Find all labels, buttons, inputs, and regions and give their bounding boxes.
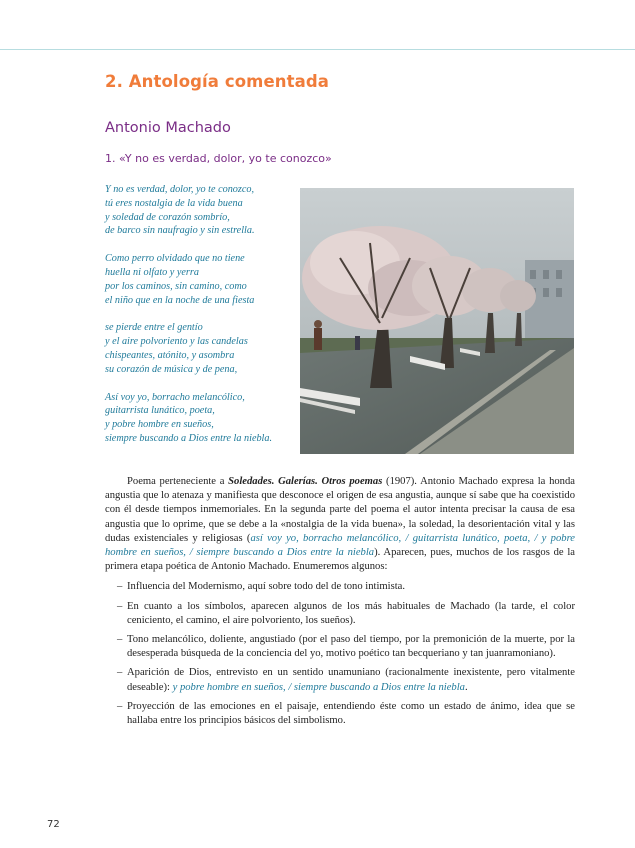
- verse-quote: y pobre hombre en sueños, / siempre buscando a Dios entre la niebla: [172, 681, 465, 693]
- poem-verse: y pobre hombre en sueños,: [105, 419, 214, 431]
- intro-text: (1907). Antonio Machado expresa la honda angustia que lo atenaza y manifiesta que desconoce el origen de esa angustia, aunque sí sabe que ha coexistido con él desde tiempos inmemoriales. En la segunda parte del poema el autor intenta precisar la causa de esa angustia que lo oprime, que se debe a la «nostalgia de la vida buena», la soledad, la desorientación vital y las dudas existenciales y religiosas (: [105, 476, 575, 544]
- poem-stanza: [105, 391, 295, 446]
- list-dash: –: [117, 700, 123, 712]
- list-item: [117, 580, 575, 594]
- poem-verse: Así voy yo, borracho melancólico,: [105, 391, 245, 403]
- page-number: 72: [47, 819, 60, 830]
- commentary-text: [105, 475, 575, 733]
- section-title: 2. Antología comentada: [105, 72, 329, 91]
- poem-verse: por los caminos, sin camino, como: [105, 280, 247, 292]
- list-item-text: Influencia del Modernismo, aquí sobre todo del de tono intimista.: [127, 581, 406, 593]
- poem-text: [105, 183, 295, 460]
- poem-verse: y soledad de corazón sombrío,: [105, 211, 230, 223]
- poem-title: 1. «Y no es verdad, dolor, yo te conozco»: [105, 152, 332, 165]
- poem-verse: y el aire polvoriento y las candelas: [105, 336, 248, 348]
- intro-text: ). Aparecen, pues, muchos de los rasgos de la primera etapa poética de Antonio Machado. Enumeremos algunos:: [105, 547, 576, 573]
- list-item-text: En cuanto a los símbolos, aparecen algunos de los más habituales de Machado (la tarde, el color ceniciento, el camino, el aire polvoriento, los sueños).: [127, 600, 575, 626]
- list-item: [117, 666, 575, 694]
- list-item: [117, 700, 575, 728]
- poem-verse: Como perro olvidado que no tiene: [105, 253, 245, 265]
- park-photo: [300, 188, 574, 454]
- list-dash: –: [117, 600, 123, 612]
- list-dash: –: [117, 667, 123, 679]
- poem-verse: Y no es verdad, dolor, yo te conozco,: [105, 184, 255, 195]
- poem-stanza: [105, 252, 295, 307]
- list-item-text: Tono melancólico, doliente, angustiado (por el paso del tiempo, por la premonición de la muerte, por la desesperada búsqueda de la conciencia del yo, motivo poético tan becqueriano y tan juanramoniano).: [127, 634, 575, 660]
- intro-text: Poema perteneciente a: [127, 476, 229, 487]
- poem-stanza: [105, 321, 295, 376]
- poem-verse: chispeantes, atónito, y asombra: [105, 349, 235, 361]
- list-dash: –: [117, 581, 123, 593]
- poem-verse: se pierde entre el gentío: [105, 322, 203, 334]
- header-rule: [0, 49, 635, 50]
- list-item: [117, 600, 575, 628]
- commentary-paragraph: [105, 475, 575, 574]
- poem-verse: el niño que en la noche de una fiesta: [105, 294, 255, 306]
- list-item: [117, 633, 575, 661]
- list-dash: –: [117, 634, 123, 646]
- list-item-text: Aparición de Dios, entrevisto en un sentido unamuniano (racionalmente inexistente, pero vitalmente deseable):: [127, 667, 575, 693]
- poem-verse: su corazón de música y de pena,: [105, 363, 238, 375]
- poem-verse: guitarrista lunático, poeta,: [105, 405, 215, 417]
- feature-list: [117, 580, 575, 728]
- verse-quote: así voy yo, borracho melancólico, / guitarrista lunático, poeta, / y pobre hombre en sueños, / siempre buscando a Dios entre la niebla: [105, 532, 575, 559]
- list-item-text: .: [464, 681, 468, 693]
- list-item-text: Proyección de las emociones en el paisaje, entendiendo éste como un estado de ánimo, idea que se hallaba entre los principios básicos del simbolismo.: [127, 700, 575, 727]
- poem-stanza: [105, 183, 295, 238]
- author-heading: Antonio Machado: [105, 120, 231, 136]
- poem-verse: tú eres nostalgia de la vida buena: [105, 197, 243, 209]
- poem-verse: siempre buscando a Dios entre la niebla.: [105, 432, 273, 444]
- book-title: Soledades. Galerías. Otros poemas: [228, 476, 383, 487]
- poem-verse: de barco sin naufragio y sin estrella.: [105, 225, 255, 237]
- poem-verse: huella ni olfato y yerra: [105, 266, 199, 278]
